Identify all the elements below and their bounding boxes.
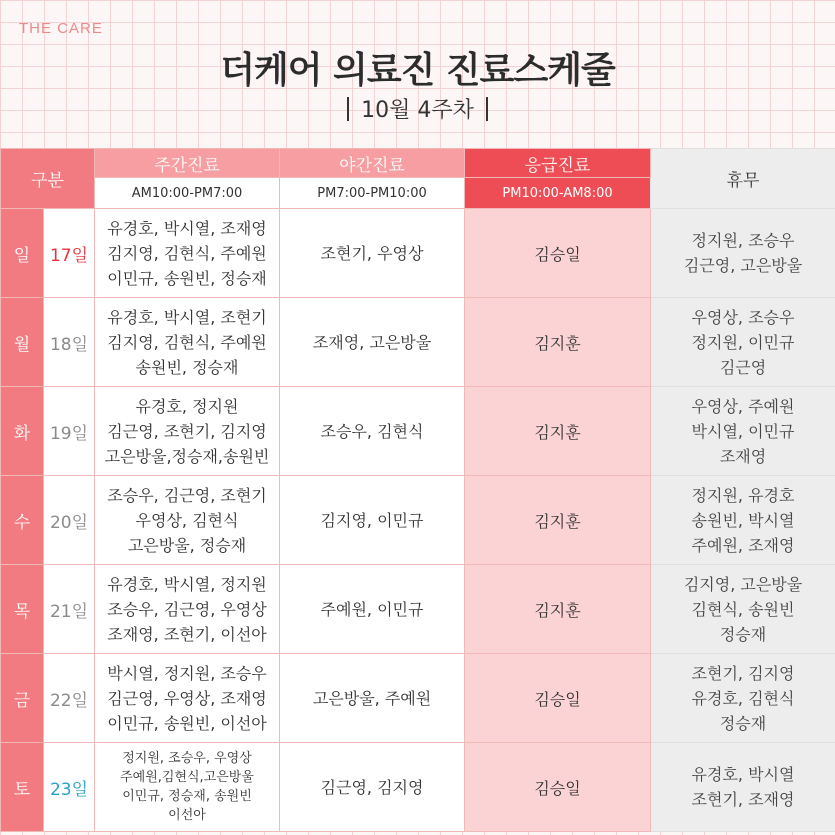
off-cell-line: 김지영, 고은방울 <box>683 574 803 594</box>
day-of-week: 수 <box>1 476 44 565</box>
header-emergency-shift: 응급진료 <box>465 149 651 178</box>
day-shift-cell <box>95 387 280 476</box>
off-cell-line: 정지원, 조승우 <box>691 231 795 250</box>
day-of-week: 화 <box>1 387 44 476</box>
emergency-shift-cell: 김지훈 <box>465 476 651 565</box>
page-subtitle <box>0 93 835 124</box>
day-shift-cell-line: 우영상, 김현식 <box>135 510 239 530</box>
date-cell: 22일 <box>44 654 95 743</box>
off-cell <box>651 654 835 743</box>
night-shift-cell-line: 김지영, 이민규 <box>320 510 424 530</box>
off-cell-line: 조현기, 조재영 <box>691 790 795 809</box>
table-row <box>1 565 835 654</box>
day-shift-cell-line: 주예원,김현식,고은방울 <box>120 770 254 785</box>
schedule-body <box>1 209 835 832</box>
day-shift-cell-line: 고은방울,정승재,송원빈 <box>104 446 270 466</box>
emergency-shift-cell: 김지훈 <box>465 387 651 476</box>
off-cell <box>651 476 835 565</box>
off-cell <box>651 298 835 387</box>
night-shift-cell <box>280 743 465 832</box>
day-shift-cell <box>95 565 280 654</box>
date-cell: 23일 <box>44 743 95 832</box>
day-shift-cell <box>95 654 280 743</box>
off-cell <box>651 209 835 298</box>
table-row <box>1 654 835 743</box>
off-cell-line: 우영상, 주예원 <box>691 396 795 416</box>
date-cell: 19일 <box>44 387 95 476</box>
off-cell-line: 정승재 <box>719 713 767 733</box>
day-shift-cell-line: 김지영, 김현식, 주예원 <box>107 332 267 352</box>
header-day-time: AM10:00-PM7:00 <box>95 178 280 209</box>
header-gubun: 구분 <box>1 149 95 209</box>
table-row <box>1 209 835 298</box>
day-of-week: 일 <box>1 209 44 298</box>
day-of-week: 토 <box>1 743 44 832</box>
night-shift-cell <box>280 476 465 565</box>
night-shift-cell <box>280 298 465 387</box>
day-shift-cell-line: 유경호, 정지원 <box>135 396 239 416</box>
header-off: 휴무 <box>651 149 835 209</box>
day-shift-cell-line: 유경호, 박시열, 조현기 <box>107 307 267 327</box>
off-cell-line: 유경호, 박시열 <box>691 765 795 784</box>
week-label: 10월 4주차 <box>361 98 474 123</box>
night-shift-cell <box>280 209 465 298</box>
date-cell: 20일 <box>44 476 95 565</box>
off-cell <box>651 387 835 476</box>
header-day-shift: 주간진료 <box>95 149 280 178</box>
day-shift-cell-line: 조승우, 김근영, 우영상 <box>107 599 267 619</box>
divider-left <box>347 97 349 121</box>
day-shift-cell-line: 송원빈, 정승재 <box>135 357 239 377</box>
day-of-week: 월 <box>1 298 44 387</box>
off-cell-line: 우영상, 조승우 <box>691 307 795 327</box>
night-shift-cell-line: 조현기, 우영상 <box>320 243 424 263</box>
night-shift-cell-line: 조승우, 김현식 <box>320 421 424 441</box>
table-row <box>1 387 835 476</box>
date-cell: 17일 <box>44 209 95 298</box>
day-shift-cell <box>95 476 280 565</box>
off-cell <box>651 743 835 832</box>
off-cell-line: 김근영, 고은방울 <box>683 256 803 275</box>
night-shift-cell <box>280 565 465 654</box>
emergency-shift-cell: 김승일 <box>465 743 651 832</box>
off-cell-line: 조현기, 김지영 <box>691 663 795 683</box>
date-cell: 21일 <box>44 565 95 654</box>
day-shift-cell-line: 이선아 <box>168 808 206 823</box>
day-shift-cell-line: 김근영, 조현기, 김지영 <box>107 421 267 441</box>
emergency-shift-cell: 김지훈 <box>465 298 651 387</box>
off-cell-line: 유경호, 김현식 <box>691 688 795 708</box>
day-shift-cell-line: 이민규, 정승재, 송원빈 <box>122 789 252 804</box>
day-shift-cell-line: 조승우, 김근영, 조현기 <box>107 485 267 505</box>
off-cell-line: 정지원, 이민규 <box>691 332 795 352</box>
off-cell-line: 정지원, 유경호 <box>691 485 795 505</box>
night-shift-cell-line: 조재영, 고은방울 <box>312 332 432 352</box>
divider-right <box>486 97 488 121</box>
night-shift-cell-line: 김근영, 김지영 <box>320 777 424 797</box>
date-cell: 18일 <box>44 298 95 387</box>
day-shift-cell-line: 박시열, 정지원, 조승우 <box>107 663 267 683</box>
off-cell-line: 박시열, 이민규 <box>691 421 795 441</box>
day-shift-cell-line: 고은방울, 정승재 <box>127 535 247 555</box>
day-shift-cell <box>95 743 280 832</box>
brand-logo-text: THE CARE <box>19 20 103 37</box>
table-row <box>1 298 835 387</box>
night-shift-cell <box>280 654 465 743</box>
day-shift-cell-line: 조재영, 조현기, 이선아 <box>107 624 267 644</box>
off-cell-line: 정승재 <box>719 624 767 644</box>
night-shift-cell-line: 고은방울, 주예원 <box>312 688 432 708</box>
schedule-table <box>0 148 835 832</box>
emergency-shift-cell: 김승일 <box>465 654 651 743</box>
header-emergency-time: PM10:00-AM8:00 <box>465 178 651 209</box>
day-shift-cell-line: 이민규, 송원빈, 정승재 <box>107 268 267 288</box>
off-cell-line: 김현식, 송원빈 <box>691 599 795 619</box>
off-cell-line: 김근영 <box>719 357 767 377</box>
night-shift-cell-line: 주예원, 이민규 <box>320 599 424 619</box>
day-shift-cell-line: 유경호, 박시열, 조재영 <box>107 218 267 238</box>
day-of-week: 금 <box>1 654 44 743</box>
header-night-time: PM7:00-PM10:00 <box>280 178 465 209</box>
table-row <box>1 743 835 832</box>
table-row <box>1 476 835 565</box>
day-shift-cell-line: 이민규, 송원빈, 이선아 <box>107 713 267 733</box>
day-of-week: 목 <box>1 565 44 654</box>
off-cell-line: 조재영 <box>719 446 767 466</box>
day-shift-cell <box>95 209 280 298</box>
day-shift-cell-line: 유경호, 박시열, 정지원 <box>107 574 267 594</box>
page-title: 더케어 의료진 진료스케줄 <box>220 50 615 91</box>
off-cell-line: 주예원, 조재영 <box>691 535 795 555</box>
day-shift-cell-line: 정지원, 조승우, 우영상 <box>122 751 252 766</box>
night-shift-cell <box>280 387 465 476</box>
day-shift-cell <box>95 298 280 387</box>
off-cell-line: 송원빈, 박시열 <box>691 510 795 530</box>
day-shift-cell-line: 김근영, 우영상, 조재영 <box>107 688 267 708</box>
emergency-shift-cell: 김지훈 <box>465 565 651 654</box>
emergency-shift-cell: 김승일 <box>465 209 651 298</box>
day-shift-cell-line: 김지영, 김현식, 주예원 <box>107 243 267 263</box>
off-cell <box>651 565 835 654</box>
header-night-shift: 야간진료 <box>280 149 465 178</box>
